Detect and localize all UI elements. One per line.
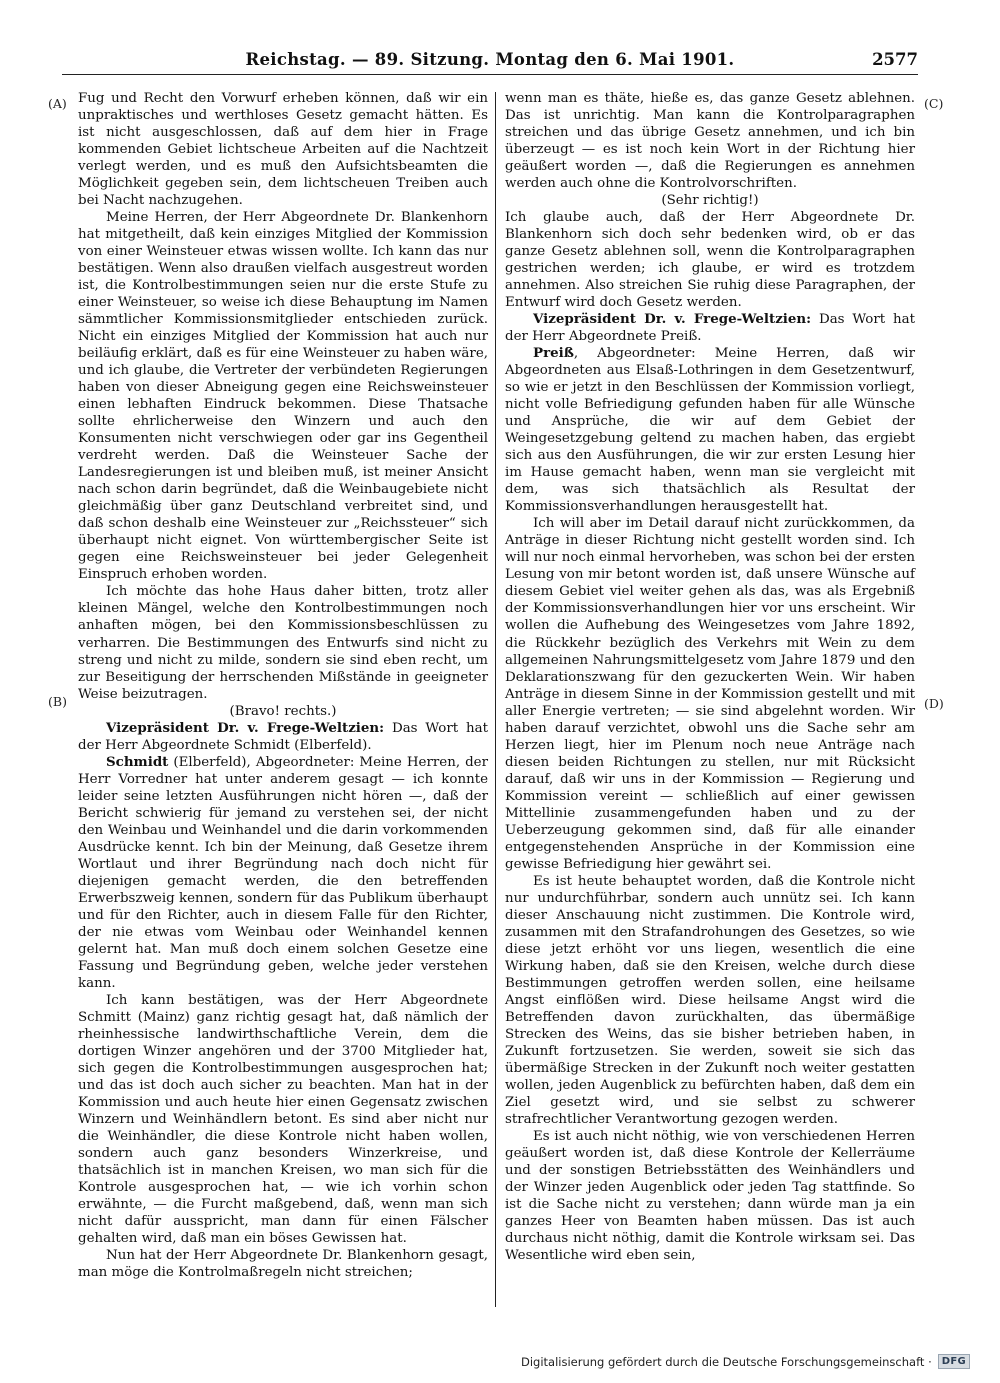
left-column xyxy=(78,90,488,1281)
paragraph: Ich möchte das hohe Haus daher bitten, trotz aller kleinen Mängel, welche den Kontrolbestimmungen noch anhaften mögen, bei den Kommissionsbeschlüssen zu verharren. Die Bestimmungen des Entwurfs sind nicht zu streng und nicht zu milde, sondern sie sind eben recht, um zur Beseitigung der herrschenden Mißstände in geeigneter Weise beizutragen. xyxy=(78,584,488,702)
paragraph: Es ist auch nicht nöthig, wie von verschiedenen Herren geäußert worden ist, daß diese Kontrole der Kellerräume und der sonstigen Betriebsstätten des Weinhändlers und der Winzer jeden Augenblick oder jeden Tag stattfinde. So ist die Sache nicht zu verstehen; dann würde man ja ein ganzes Heer von Beamten haben müssen. Das ist auch durchaus nicht nöthig, damit die Kontrole wirksam sei. Das Wesentliche wird eben sein, xyxy=(505,1128,915,1264)
header-rule xyxy=(62,74,918,75)
margin-mark-d: (D) xyxy=(924,696,944,711)
column-divider xyxy=(495,92,496,1307)
interjection: (Sehr richtig!) xyxy=(661,193,759,209)
running-header xyxy=(62,50,918,72)
page-number: 2577 xyxy=(872,50,918,69)
speaker-text: Das Wort hat der Herr Abgeordnete Schmidt (Elberfeld). xyxy=(78,720,488,753)
footer-text: Digitalisierung gefördert durch die Deutsche Forschungsgemeinschaft · xyxy=(520,1354,932,1369)
paragraph: Nun hat der Herr Abgeordnete Dr. Blankenhorn gesagt, man möge die Kontrolmaßregeln nicht streichen; xyxy=(78,1248,488,1281)
paragraph: wenn man es thäte, hieße es, das ganze Gesetz ablehnen. Das ist unrichtig. Man kann die Kontrolparagraphen streichen und das übrige Gesetz annehmen, und ich bin überzeugt — es ist noch kein Wort in der Richtung hier geäußert worden —, daß die Regierungen es annehmen werden auch ohne die Kontrolvorschriften. xyxy=(505,91,915,192)
paragraph: Meine Herren, der Herr Abgeordnete Dr. Blankenhorn hat mitgetheilt, daß kein einziges Mitglied der Kommission von einer Weinsteuer etwas wissen wollte. Ich kann das nur bestätigen. Wenn also draußen vielfach ausgestreut worden ist, die Kontrolbestimmungen seien nur die erste Stufe zu einer Weinsteuer, so weise ich diese Behauptung im Namen sämmtlicher Kommissionsmitglieder entschieden zurück. Nicht ein einziges Mitglied der Kommission hat auch nur beiläufig erklärt, daß es für eine Weinsteuer zu haben wäre, und ich glaube, die Vertreter der verbündeten Regierungen haben von dieser Abneigung gegen eine Reichsweinsteuer einen lebhaften Eindruck bekommen. Diese Thatsache sollte ehrlicherweise den Winzern und auch den Konsumenten nicht verschwiegen oder gar ins Gegentheil verdreht werden. Daß die Weinsteuer Sache der Landesregierungen ist und bleiben muß, ist meiner Ansicht nach schon darin begründet, daß die Weinbaugebiete nicht gleichmäßig über ganz Deutschland verbreitet sind, und daß schon deshalb eine Weinsteuer zur „Reichssteuer“ sich überhaupt nicht eignet. Von württembergischer Seite ist gegen eine Reichsweinsteuer bei jeder Gelegenheit Einspruch erhoben worden. xyxy=(78,210,488,583)
paragraph: Es ist heute behauptet worden, daß die Kontrole nicht nur undurchführbar, sondern auch unnütz sei. Ich kann dieser Anschauung nicht zustimmen. Die Kontrole wird, zusammen mit den Strafandrohungen des Gesetzes, so wie diese jetzt erhöht vor uns liegen, wesentlich die eine Wirkung haben, daß sie den Kreisen, welche durch diese Bestimmungen getroffen werden sollen, eine heilsame Angst einflößen wird. Diese heilsame Angst wird die Betreffenden davon zurückhalten, das übermäßige Strecken des Weins, das sie bisher betrieben haben, in Zukunft fortzusetzen. Sie werden, soweit sie sich das übermäßige Strecken in der Zukunft noch weiter gestatten wollen, jeden Augenblick zu befürchten haben, daß dem ein Ziel gesetzt wird, und sie selbst zu schwerer strafrechtlicher Verantwortung gezogen werden. xyxy=(505,873,915,1127)
margin-mark-c: (C) xyxy=(924,96,944,111)
margin-mark-a: (A) xyxy=(48,96,67,111)
speaker-text: , Abgeordneter: Meine Herren, daß wir Abgeordneten aus Elsaß-Lothringen in dem Gesetzentwurf, so wie er jetzt in den Beschlüssen der Kommission vorliegt, nicht volle Befriedigung gefunden haben für alle Wünsche und Ansprüche, die wir auf dem Gebiet der Weingesetzgebung geltend zu machen haben, das ergiebt sich aus den Ausführungen, die wir zur ersten Lesung hier im Hause gemacht haben, wenn man sie vergleicht mit dem, was sich thatsächlich als Resultat der Kommissionsverhandlungen herausgestellt hat. xyxy=(505,346,915,515)
paragraph: Ich will aber im Detail darauf nicht zurückkommen, da Anträge in dieser Richtung nicht gestellt worden sind. Ich will nur noch einmal hervorheben, was schon bei der ersten Lesung von mir betont worden ist, daß unsere Wünsche auf diesem Gebiet viel weiter gehen als das, was als Ergebniß der Kommissionsverhandlungen hier vor uns erscheint. Wir wollen die Aufhebung des Weingesetzes vom Jahre 1892, die Rückkehr bezüglich des Verkehrs mit Wein zu dem allgemeinen Nahrungsmittelgesetz vom Jahre 1879 und den Deklarationszwang für den gezuckerten Wein. Wir haben Anträge in diesem Sinne in der Kommission gestellt und mit aller Energie vertreten; — sie sind abgelehnt worden. Wir haben darauf verzichtet, obwohl uns die Sache sehr am Herzen liegt, hier im Plenum noch neue Anträge nach diesen beiden Richtungen zu stellen, nur mit Rücksicht darauf, daß wir uns in der Kommission — Regierung und Kommission vereint — schließlich auf einer gewissen Mittellinie zusammengefunden haben und zu der Ueberzeugung gekommen sind, daß für alle einander entgegenstehenden Ansprüche in der Kommission eine gewisse Befriedigung hier gewährt sei. xyxy=(505,516,915,872)
speaker-name: Vizepräsident Dr. v. Frege-Weltzien: xyxy=(533,311,812,328)
right-column xyxy=(505,90,915,1264)
speaker-paragraph xyxy=(78,754,488,992)
speaker-text: (Elberfeld), Abgeordneter: Meine Herren, der Herr Vorredner hat unter anderem gesagt — ich konnte leider seine letzten Ausführungen nicht hören —, daß der Bericht schwierig für jemand zu verstehen sei, der nicht den Weinbau und Weinhandel und die darin vorkommenden Ausdrücke kennt. Ich bin der Meinung, daß Gesetze ihrem Wortlaut und ihrer Begründung nach doch nicht für diejenigen gemacht werden, die den betreffenden Erwerbszweig kennen, sondern für das Publikum überhaupt und für den Richter, auch in diesem Falle für den Richter, der nie etwas vom Weinbau oder Weinhandel kennen gelernt hat. Man muß doch einem solchen Gesetze eine Fassung und Begründung geben, welche jeder verstehen kann. xyxy=(78,754,488,991)
interjection: (Bravo! rechts.) xyxy=(229,703,337,719)
speaker-paragraph xyxy=(505,311,915,345)
speaker-name: Vizepräsident Dr. v. Frege-Weltzien: xyxy=(106,719,385,736)
header-title: Reichstag. — 89. Sitzung. Montag den 6. Mai 1901. xyxy=(245,50,735,69)
dfg-logo: DFG xyxy=(938,1354,970,1369)
speaker-name: Preiß xyxy=(533,345,574,362)
speaker-paragraph xyxy=(78,720,488,754)
footer-credit xyxy=(521,1354,970,1369)
margin-mark-b: (B) xyxy=(48,694,67,709)
paragraph: Ich kann bestätigen, was der Herr Abgeordnete Schmitt (Mainz) ganz richtig gesagt hat, daß nämlich der rheinhessische landwirthschaftliche Verein, dem die dortigen Winzer angehören und der 3700 Mitglieder hat, sich gegen die Kontrolbestimmungen ausgesprochen hat; und das ist doch auch sicher zu beachten. Man hat in der Kommission und auch heute hier einen Gegensatz zwischen Winzern und Weinhändlern betont. Es sind aber nicht nur die Weinhändler, die diese Kontrole nicht haben wollen, sondern auch ganz besonders Winzerkreise, und thatsächlich ist in manchen Kreisen, wo man sich für die Kontrole ausgesprochen hat, — wie ich vorhin schon erwähnte, — die Furcht maßgebend, daß, wenn man sich nicht dafür ausspricht, man dann für einen Fälscher gehalten wird, daß man ein böses Gewissen hat. xyxy=(78,992,488,1247)
speaker-paragraph xyxy=(505,345,915,515)
speaker-name: Schmidt xyxy=(106,753,169,770)
paragraph: Ich glaube auch, daß der Herr Abgeordnete Dr. Blankenhorn sich doch sehr bedenken wird, ob er das ganze Gesetz ablehnen soll, wenn die Kontrolparagraphen gestrichen werden; ich glaube, er wird es trotzdem annehmen. Also streichen Sie ruhig diese Paragraphen, der Entwurf wird doch Gesetz werden. xyxy=(505,210,915,311)
paragraph: Fug und Recht den Vorwurf erheben können, daß wir ein unpraktisches und werthloses Gesetz gemacht hätten. Es ist nicht ausgeschlossen, daß auf dem hier in Frage kommenden Gebiet lichtscheue Arbeiten auf die Nachtzeit verlegt werden, und es muß den Aufsichtsbeamten die Möglichkeit gegeben sein, dem lichtscheuen Treiben auch bei Nacht nachzugehen. xyxy=(78,91,488,209)
speaker-text: Das Wort hat der Herr Abgeordnete Preiß. xyxy=(505,312,915,345)
